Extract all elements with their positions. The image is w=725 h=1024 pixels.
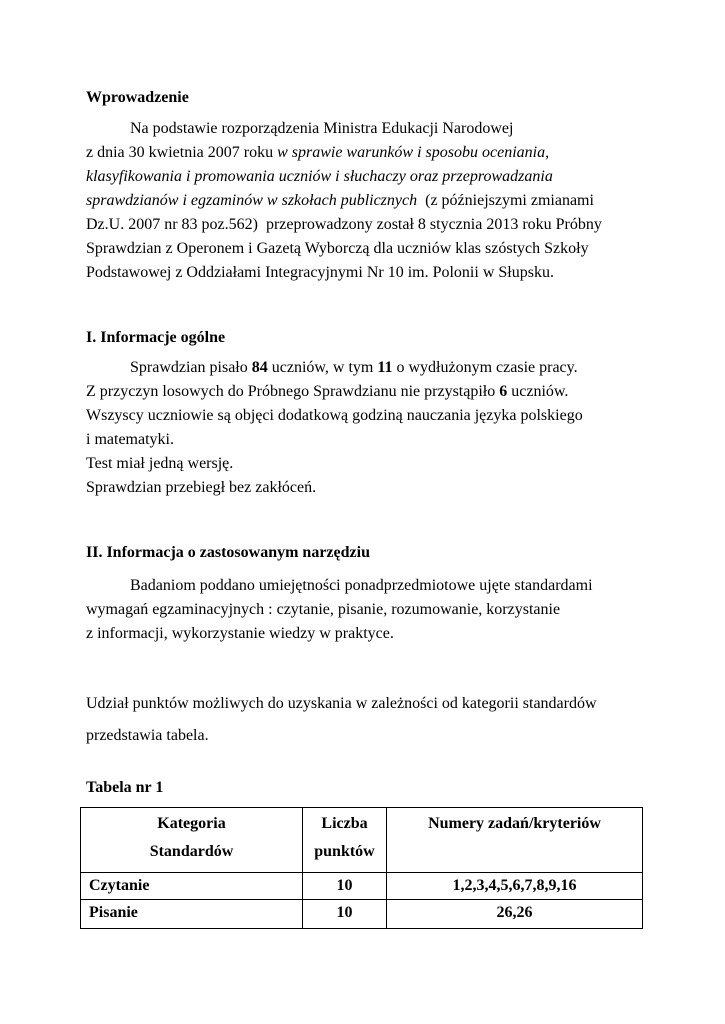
intro-line-4-italic: sprawdzianów i egzaminów w szkołach publicznych — [86, 192, 418, 209]
row-category: Pisanie — [81, 900, 303, 929]
header-category-line-2: Standardów — [149, 843, 234, 860]
general-line-6: Sprawdzian przebiegł bez zakłóceń. — [86, 479, 317, 496]
intro-line-2-plain: z dnia 30 kwietnia 2007 roku — [86, 144, 278, 161]
general-line-1 — [86, 356, 646, 380]
intro-line-7: Podstawowej z Oddziałami Integracyjnymi Nr 10 im. Polonii w Słupsku. — [86, 264, 554, 281]
intro-line-1: Na podstawie rozporządzenia Ministra Edukacji Narodowej — [130, 120, 514, 137]
general-line-1-c: o wydłużonym czasie pracy. — [392, 359, 578, 376]
general-line-1-a: Sprawdzian pisało — [130, 359, 252, 376]
intro-line-4-plain: (z późniejszymi zmianami — [417, 192, 594, 209]
table-row — [81, 873, 643, 900]
intro-line-6: Sprawdzian z Operonem i Gazetą Wyborczą dla uczniów klas szóstych Szkoły — [86, 240, 589, 257]
tool-line-2: wymagań egzaminacyjnych : czytanie, pisanie, rozumowanie, korzystanie — [86, 601, 561, 618]
intro-line-4 — [86, 189, 646, 213]
row-points: 10 — [303, 900, 387, 929]
table-row — [81, 900, 643, 929]
header-numbers-text: Numery zadań/kryteriów — [428, 815, 601, 832]
share-line-2: przedstawia tabela. — [86, 727, 209, 744]
general-line-2 — [86, 380, 646, 404]
row-category: Czytanie — [81, 873, 303, 900]
general-line-2-a: Z przyczyn losowych do Próbnego Sprawdzianu nie przystąpiło — [86, 383, 500, 400]
intro-line-3 — [86, 165, 646, 189]
intro-line-5: Dz.U. 2007 nr 83 poz.562) przeprowadzony został 8 stycznia 2013 roku Próbny — [86, 216, 602, 233]
share-paragraph — [86, 688, 646, 752]
extended-time-count: 11 — [377, 359, 393, 376]
general-line-2-b: uczniów. — [507, 383, 569, 400]
general-line-4: i matematyki. — [86, 431, 174, 448]
share-line-1: Udział punktów możliwych do uzyskania w zależności od kategorii standardów — [86, 695, 597, 712]
table-header-row — [81, 808, 643, 873]
students-count: 84 — [251, 359, 268, 376]
tool-line-3: z informacji, wykorzystanie wiedzy w praktyce. — [86, 625, 394, 642]
intro-paragraph — [86, 117, 646, 285]
header-points-line-1: Liczba — [321, 815, 368, 832]
row-numbers: 1,2,3,4,5,6,7,8,9,16 — [387, 873, 643, 900]
intro-line-2 — [86, 141, 646, 165]
intro-heading: Wprowadzenie — [86, 89, 189, 106]
row-numbers: 26,26 — [387, 900, 643, 929]
tool-paragraph — [86, 574, 646, 646]
general-paragraph — [86, 356, 646, 500]
intro-line-2-italic: w sprawie warunków i sposobu oceniania, — [277, 144, 550, 161]
header-points — [303, 808, 387, 873]
general-heading: I. Informacje ogólne — [86, 329, 226, 346]
tool-heading: II. Informacja o zastosowanym narzędziu — [86, 544, 370, 561]
general-line-1-b: uczniów, w tym — [267, 359, 378, 376]
table-caption: Tabela nr 1 — [86, 779, 164, 796]
standards-table — [80, 807, 643, 929]
tool-line-1: Badaniom poddano umiejętności ponadprzedmiotowe ujęte standardami — [130, 577, 593, 594]
general-line-5: Test miał jedną wersję. — [86, 455, 234, 472]
general-line-3: Wszyscy uczniowie są objęci dodatkową godziną nauczania języka polskiego — [86, 407, 583, 424]
intro-line-3-italic: klasyfikowania i promowania uczniów i słuchaczy oraz przeprowadzania — [86, 168, 553, 185]
absent-count: 6 — [499, 383, 508, 400]
header-numbers — [387, 808, 643, 873]
row-points: 10 — [303, 873, 387, 900]
header-category-line-1: Kategoria — [157, 815, 226, 832]
header-points-line-2: punktów — [314, 843, 375, 860]
header-category — [81, 808, 303, 873]
